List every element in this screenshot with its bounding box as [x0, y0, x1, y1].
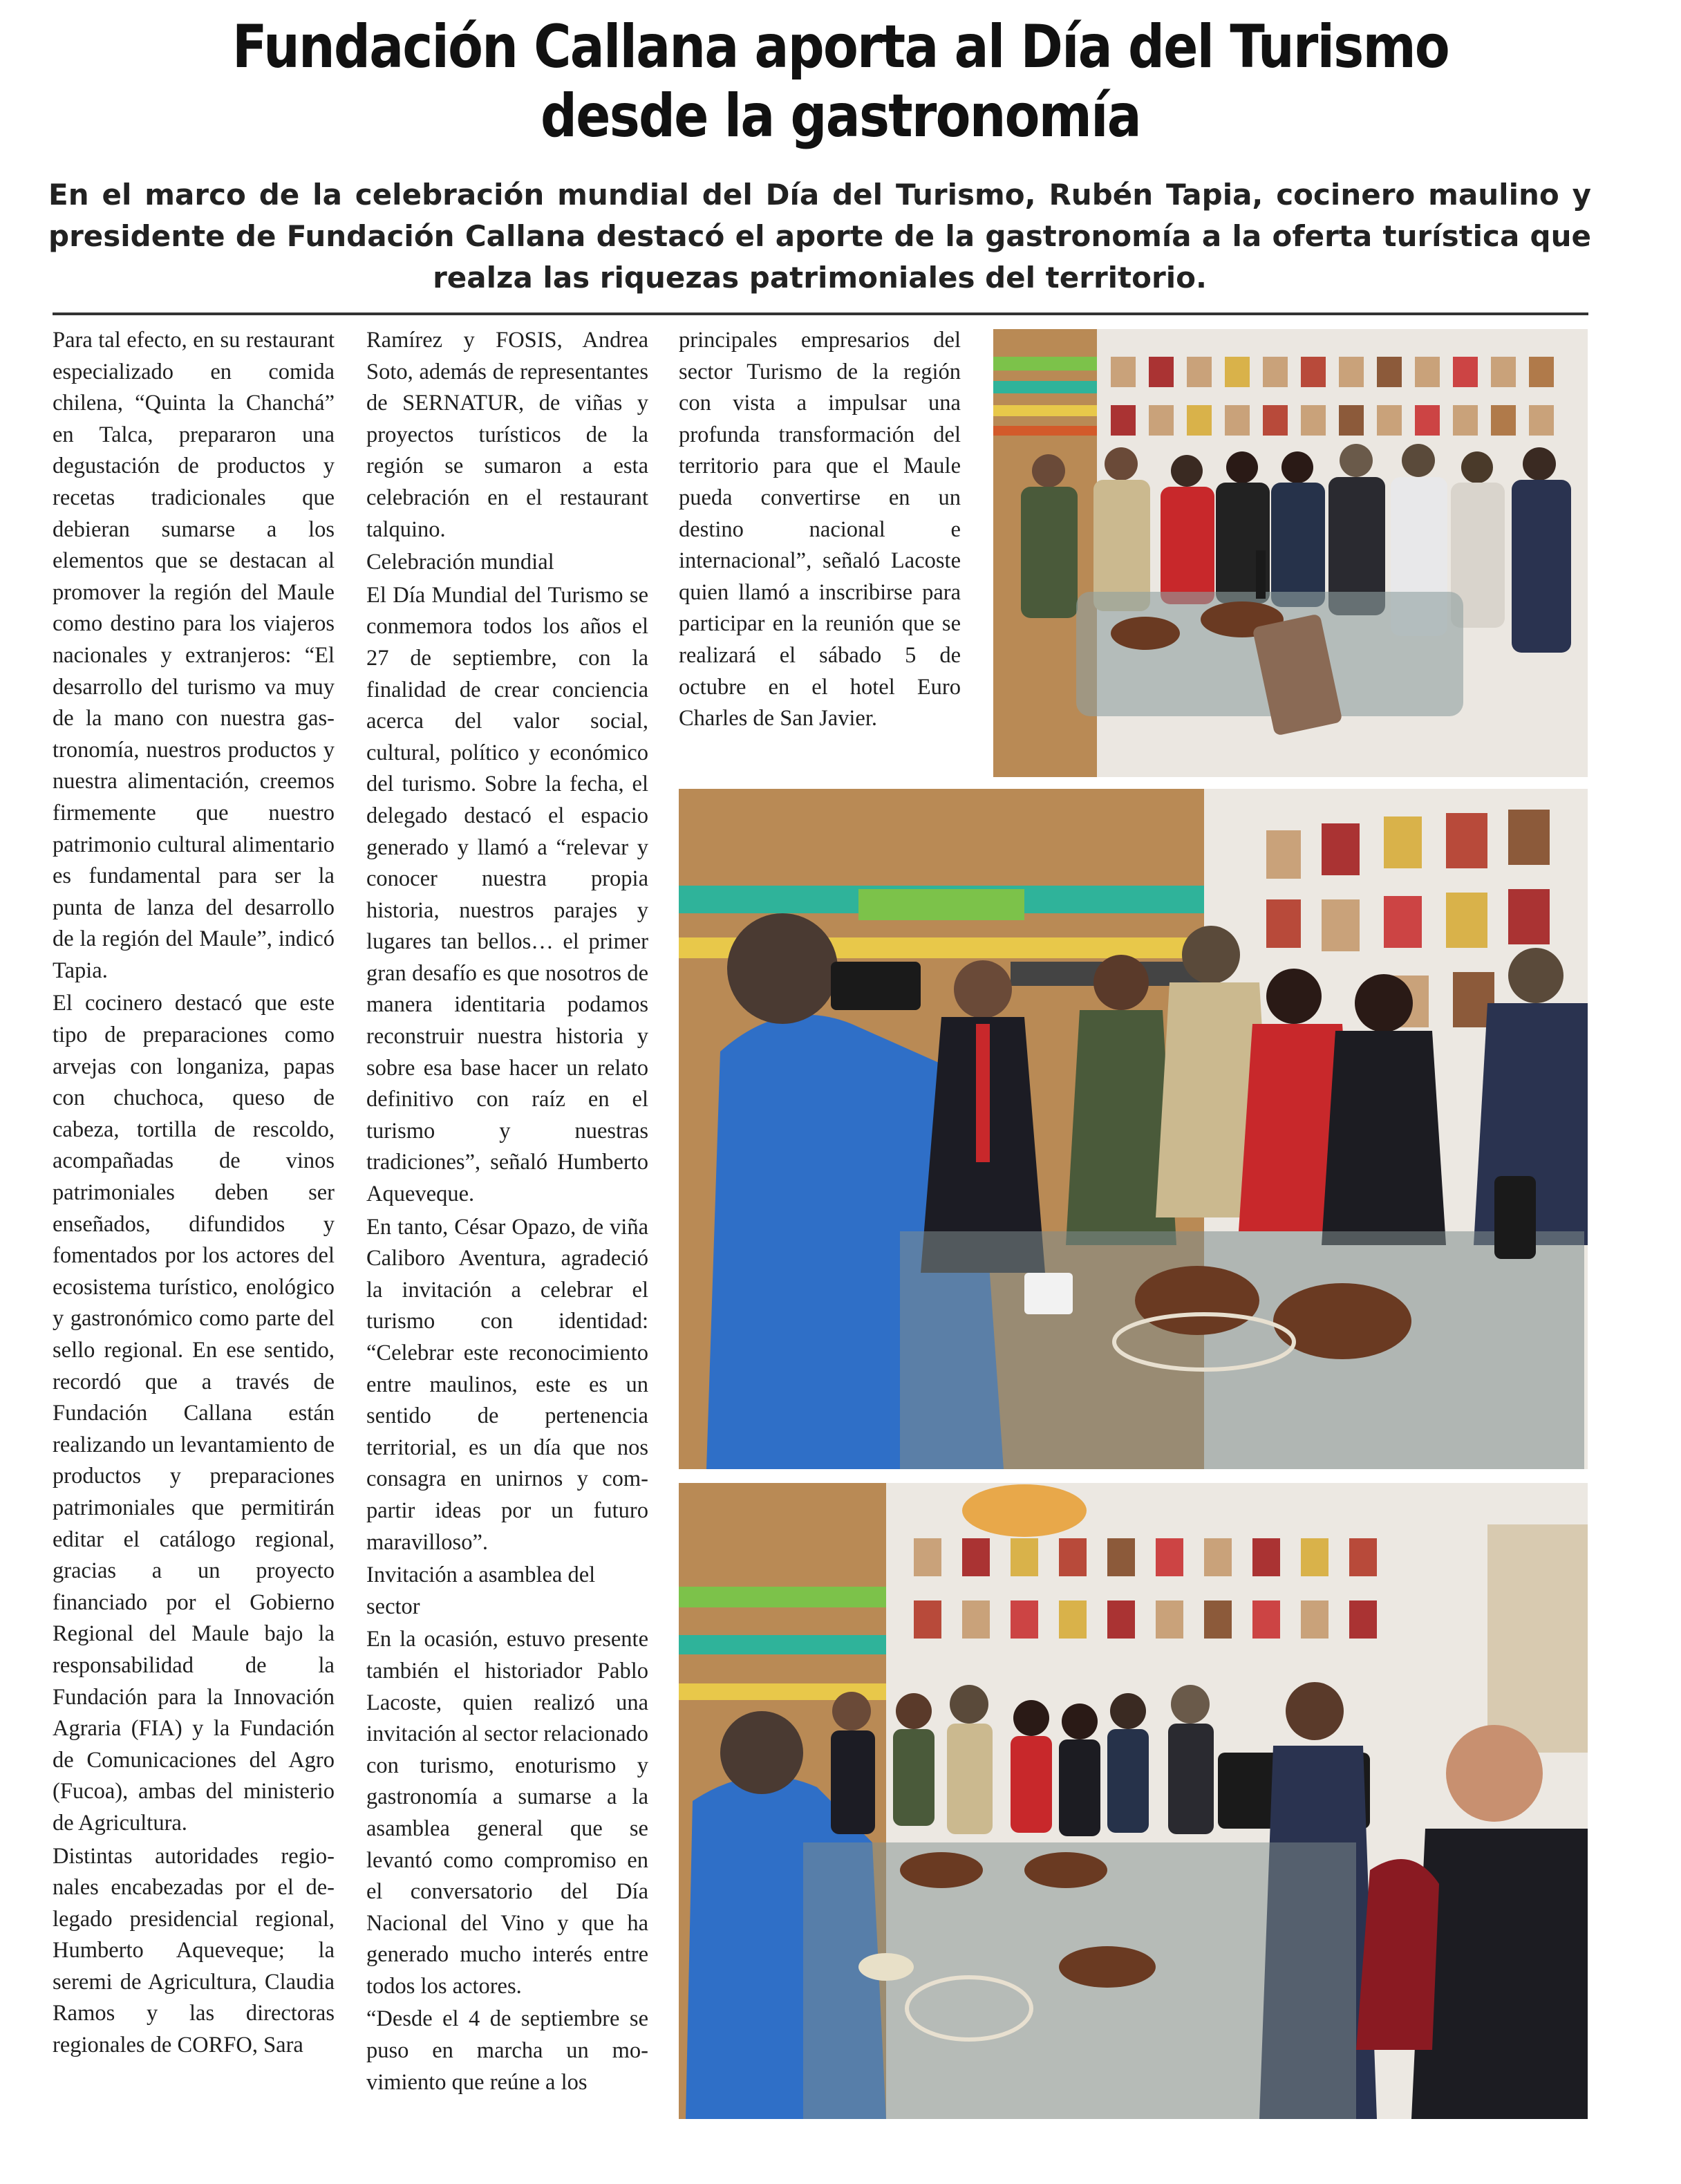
photo-group-with-press: [679, 1483, 1588, 2119]
subheading: Invitación a asamblea del sector: [366, 1562, 596, 1619]
paragraph: Ramírez y FOSIS, Andrea Soto, además de representantes de SERNATUR, de viñas y proyectos turísticos de la región se sumaron a esta celebración en el restaurant talquino.: [366, 328, 648, 542]
photo-group-portrait: [993, 329, 1588, 777]
photo-interview: [679, 789, 1588, 1469]
headline: Fundación Callana aporta al Día del Turismo desde la gastronomía: [232, 12, 1449, 151]
paragraph: El cocinero destacó que este tipo de preparaciones como arvejas con longaniza, papas con chuchoca, queso de cabeza, tortilla de rescoldo, acompañadas de vinos patrimoniales deben ser enseñados, difundidos y fomentados por los actores del ecosistema turístico, enológico y gastronómico como parte del sello regional. En ese sentido, recordó que a través de Fundación Callana están realizando un levantamiento de productos y preparaciones patrimoniales que permitirán editar el catálogo regional, gracias a un proyecto financiado por el Gobierno Regional del Maule bajo la responsabilidad de la Fundación para la Innovación Agraria (FIA) y la Fundación de Comunicaciones del Agro (Fucoa), ambas del ministerio de Agricultura.: [53, 991, 335, 1836]
subheading: Celebración mundial: [366, 550, 554, 575]
deck-subtitle: En el marco de la celebración mundial del Día del Turismo, Rubén Tapia, cocinero maulino y presidente de Fundación Callana destacó el aporte de la gastronomía a la oferta turística que realza las riquezas patrimoniales del territorio.: [48, 178, 1591, 295]
paragraph: En tanto, César Opazo, de viña Caliboro Aventura, agradeció la invitación a celebrar el turismo con identidad: “Celebrar este reconocimiento entre maulinos, este es un sentido de pertenencia territorial, es un día que nos consagra en unirnos y compartir ideas por un futuro maravilloso”.: [366, 1214, 648, 1555]
paragraph: Para tal efecto, en su restaurant especializado en comida chilena, “Quinta la Chanchá” en Talca, prepararon una degustación de productos y recetas tradicionales que debieran sumarse a los elementos que se destacan al promover la región del Maule como destino para los viajeros nacionales y extranjeros: “El desarrollo del turismo va muy de la mano con nuestra gastronomía, nuestros productos y nuestra alimentación, creemos firmemente que nuestro patrimonio cultural alimentario es fundamental para ser la punta de lanza del desarrollo de la región del Maule”, indicó Tapia.: [53, 328, 335, 983]
text-column-2: [366, 325, 648, 2122]
paragraph: Distintas autoridades regionales encabezadas por el delegado presidencial regional, Humberto Aqueveque; la seremi de Agricultura, Claudia Ramos y las directoras regionales de CORFO, Sara: [53, 1843, 335, 2058]
paragraph: “Desde el 4 de septiembre se puso en marcha un movimiento que reúne a los: [366, 2006, 648, 2095]
paragraph: principales empresarios del sector Turismo de la región con vista a impulsar una profunda transformación del territorio para que el Maule pueda convertirse en un destino nacional e internacional”, señaló Lacoste quien llamó a inscribirse para participar en la reunión que se realizará el sábado 5 de octubre en el hotel Euro Charles de San Javier.: [679, 328, 961, 731]
text-column-3: [679, 325, 961, 767]
divider-rule: [53, 312, 1588, 315]
text-column-1: [53, 325, 335, 2122]
paragraph: El Día Mundial del Turismo se conmemora todos los años el 27 de septiembre, con la finalidad de crear conciencia acerca del valor social, cultural, político y económico del turismo. Sobre la fecha, el delegado destacó el espacio generado y llamó a “relevar y conocer nuestra propia historia, nuestros parajes y lugares tan bellos… el primer gran desafío es que nosotros de manera identitaria podamos reconstruir nuestra historia y sobre esa base hacer un relato definitivo con raíz en el turismo y nuestras tradiciones”, señaló Humberto Aqueveque.: [366, 582, 648, 1207]
paragraph: En la ocasión, estuvo presente también el historiador Pablo Lacoste, quien realizó una invitación al sector relacionado con turismo, enoturismo y gastronomía a sumarse a la asamblea general que se levantó como compromiso en el conversatorio del Día Nacional del Vino y que ha generado mucho interés entre todos los actores.: [366, 1627, 648, 1999]
